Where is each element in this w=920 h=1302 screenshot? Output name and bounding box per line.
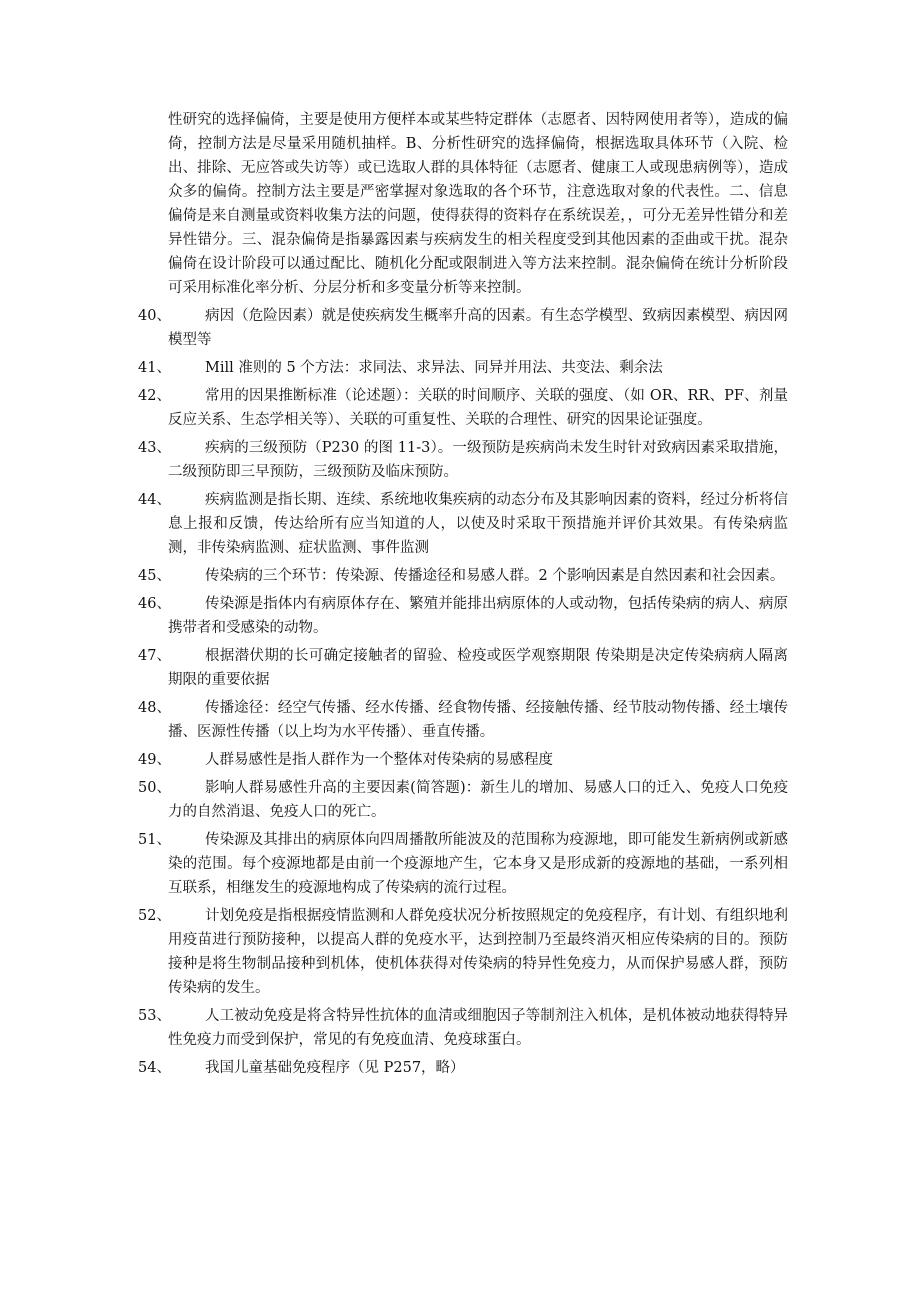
document-body — [138, 108, 788, 1080]
item-text: 疾病的三级预防（P230 的图 11-3）。一级预防是疾病尚未发生时针对致病因素采取措施，二级预防即三早预防，三级预防及临床预防。 — [168, 440, 788, 480]
list-item-45 — [138, 564, 788, 588]
item-number: 48、 — [138, 700, 171, 716]
list-item-51 — [138, 828, 788, 900]
list-item-47 — [138, 644, 788, 692]
list-item-44 — [138, 488, 788, 560]
intro-paragraph: 性研究的选择偏倚，主要是使用方便样本或某些特定群体（志愿者、因特网使用者等），造成的偏倚，控制方法是尽量采用随机抽样。B、分析性研究的选择偏倚，根据选取具体环节（入院、检出、排除、无应答或失访等）或已选取人群的具体特征（志愿者、健康工人或现患病例等），造成众多的偏倚。控制方法主要是严密掌握对象选取的各个环节，注意选取对象的代表性。二、信息偏倚是来自测量或资料收集方法的问题，使得获得的资料存在系统误差，，可分无差异性错分和差异性错分。三、混杂偏倚是指暴露因素与疾病发生的相关程度受到其他因素的歪曲或干扰。混杂偏倚在设计阶段可以通过配比、随机化分配或限制进入等方法来控制。混杂偏倚在统计分析阶段可采用标准化率分析、分层分析和多变量分析等来控制。 — [168, 112, 788, 296]
list-item-42 — [138, 384, 788, 432]
item-number: 42、 — [138, 388, 171, 404]
item-text: 根据潜伏期的长可确定接触者的留验、检疫或医学观察期限 传染期是决定传染病病人隔离期限的重要依据 — [168, 648, 788, 688]
item-number: 45、 — [138, 568, 171, 584]
list-item-41 — [138, 356, 788, 380]
item-text: 传染源是指体内有病原体存在、繁殖并能排出病原体的人或动物，包括传染病的病人、病原携带者和受感染的动物。 — [168, 596, 788, 636]
list-item-53 — [138, 1004, 788, 1052]
list-item-43 — [138, 436, 788, 484]
item-text: 影响人群易感性升高的主要因素(简答题)：新生儿的增加、易感人口的迁入、免疫人口免疫力的自然消退、免疫人口的死亡。 — [168, 780, 788, 820]
item-text: 人群易感性是指人群作为一个整体对传染病的易感程度 — [205, 752, 553, 768]
item-text: 传染病的三个环节：传染源、传播途径和易感人群。2 个影响因素是自然因素和社会因素。 — [205, 568, 785, 584]
list-item-49 — [138, 748, 788, 772]
item-text: 人工被动免疫是将含特异性抗体的血清或细胞因子等制剂注入机体，是机体被动地获得特异性免疫力而受到保护，常见的有免疫血清、免疫球蛋白。 — [168, 1008, 788, 1048]
item-number: 46、 — [138, 596, 171, 612]
item-number: 50、 — [138, 780, 171, 796]
item-number: 40、 — [138, 308, 171, 324]
list-item-48 — [138, 696, 788, 744]
item-number: 53、 — [138, 1008, 171, 1024]
list-item-40 — [138, 304, 788, 352]
list-item-54 — [138, 1056, 788, 1080]
list-item-46 — [138, 592, 788, 640]
item-number: 49、 — [138, 752, 171, 768]
item-number: 44、 — [138, 492, 171, 508]
list-item-50 — [138, 776, 788, 824]
item-number: 51、 — [138, 832, 171, 848]
item-number: 43、 — [138, 440, 171, 456]
item-text: 常用的因果推断标准（论述题）：关联的时间顺序、关联的强度、（如 OR、RR、PF、剂量反应关系、生态学相关等）、关联的可重复性、关联的合理性、研究的因果论证强度。 — [168, 388, 788, 428]
list-item-52 — [138, 904, 788, 1000]
item-text: 我国儿童基础免疫程序（见 P257，略） — [205, 1060, 465, 1076]
item-number: 47、 — [138, 648, 171, 664]
item-number: 41、 — [138, 360, 171, 376]
item-text: Mill 准则的 5 个方法：求同法、求异法、同异并用法、共变法、剩余法 — [205, 360, 663, 376]
item-number: 52、 — [138, 908, 171, 924]
item-number: 54、 — [138, 1060, 171, 1076]
item-text: 传播途径：经空气传播、经水传播、经食物传播、经接触传播、经节肢动物传播、经土壤传播、医源性传播（以上均为水平传播）、垂直传播。 — [168, 700, 788, 740]
item-text: 病因（危险因素）就是使疾病发生概率升高的因素。有生态学模型、致病因素模型、病因网模型等 — [168, 308, 788, 348]
item-text: 传染源及其排出的病原体向四周播散所能波及的范围称为疫源地，即可能发生新病例或新感染的范围。每个疫源地都是由前一个疫源地产生，它本身又是形成新的疫源地的基础，一系列相互联系，相继发生的疫源地构成了传染病的流行过程。 — [168, 832, 788, 896]
item-text: 计划免疫是指根据疫情监测和人群免疫状况分析按照规定的免疫程序，有计划、有组织地利用疫苗进行预防接种，以提高人群的免疫水平，达到控制乃至最终消灭相应传染病的目的。预防接种是将生物制品接种到机体，使机体获得对传染病的特异性免疫力，从而保护易感人群，预防传染病的发生。 — [168, 908, 788, 996]
item-text: 疾病监测是指长期、连续、系统地收集疾病的动态分布及其影响因素的资料，经过分析将信息上报和反馈，传达给所有应当知道的人，以使及时采取干预措施并评价其效果。有传染病监测，非传染病监测、症状监测、事件监测 — [168, 492, 788, 556]
